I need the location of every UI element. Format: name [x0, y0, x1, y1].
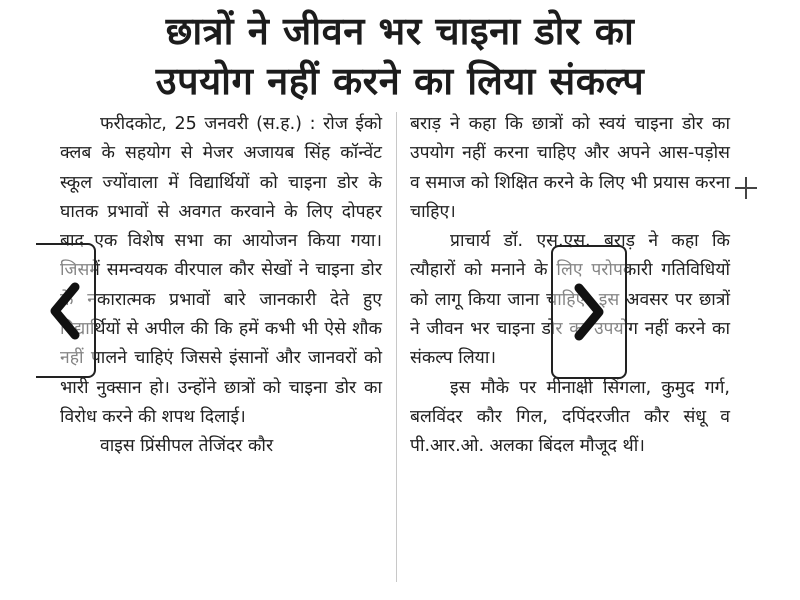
zoom-in-button[interactable]: [732, 174, 760, 202]
paragraph: वाइस प्रिंसीपल तेजिंदर कौर: [100, 436, 274, 457]
headline-line-1: छात्रों ने जीवन भर चाइना डोर का: [165, 9, 635, 53]
chevron-right-icon: [572, 282, 606, 342]
paragraph: बराड़ ने कहा कि छात्रों को स्वयं चाइना डोर का उपयोग नहीं करना चाहिए और अपने आस-पड़ोस व समाज को शिक्षित करने के लिए भी प्रयास करना चाहिए।: [410, 114, 730, 222]
article-headline: [0, 6, 800, 106]
paragraph: प्राचार्य डॉ. एस.एस. बराड़ ने कहा कि त्यौहारों को मनाने के लिए परोपकारी गतिविधियों को लागू किया जाना चाहिए। इस अवसर पर छात्रों ने जीवन भर चाइना डोर का उपयोग नहीं करने का संकल्प लिया।: [410, 231, 730, 369]
column-divider: [396, 112, 397, 582]
article-column-left: [60, 110, 382, 462]
plus-icon: [732, 174, 760, 202]
next-button[interactable]: [551, 245, 627, 379]
headline-line-2: उपयोग नहीं करने का लिया संकल्प: [155, 59, 645, 103]
paragraph: इस मौके पर मीनाक्षी सिंगला, कुमुद गर्ग, बलविंदर कौर गिल, दपिंदरजीत कौर संधू व पी.आर.ओ. अलका बिंदल मौजूद थीं।: [410, 377, 730, 457]
previous-button[interactable]: [36, 243, 96, 378]
paragraph: फरीदकोट, 25 जनवरी (स.ह.) : रोज ईको क्लब के सहयोग से मेजर अजायब सिंह कॉन्वेंट स्कूल ज्योंवाला में विद्यार्थियों को चाइना डोर के घातक प्रभावों से अवगत करवाने के लिए दोपहर बाद एक विशेष सभा का आयोजन किया गया। जिसमें समन्वयक वीरपाल कौर सेखों ने चाइना डोर के नकारात्मक प्रभावों बारे जानकारी देते हुए विद्यार्थियों से अपील की कि हमें कभी भी ऐसे शौक नहीं पालने चाहिएं जिससे इंसानों और जानवरों को भारी नुक्सान हो। उन्होंने छात्रों को चाइना डोर का विरोध करने की शपथ दिलाई।: [60, 114, 382, 427]
chevron-left-icon: [48, 281, 82, 341]
